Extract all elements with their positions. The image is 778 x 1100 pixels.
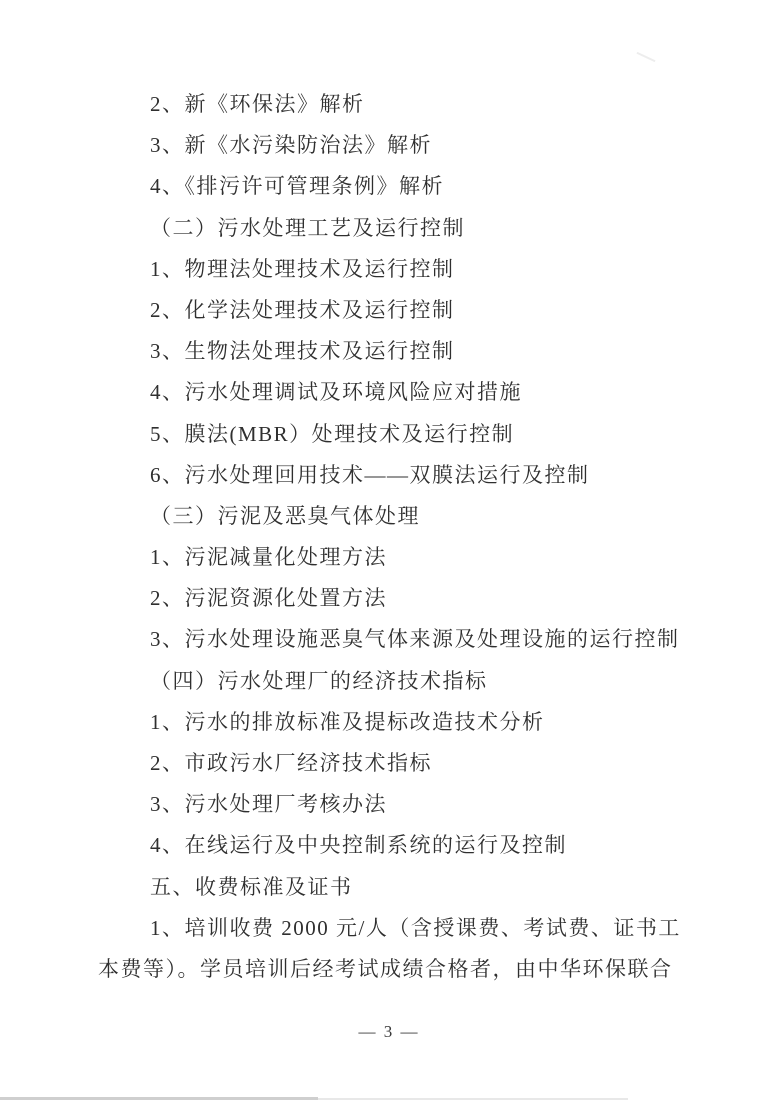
page-footer [0, 1020, 778, 1044]
document-body [98, 84, 688, 990]
page-number: — 3 — [358, 1022, 420, 1041]
text-line: （四）污水处理厂的经济技术指标 [150, 668, 488, 693]
text-line: 2、化学法处理技术及运行控制 [150, 297, 455, 322]
scan-smudge-artifact [637, 52, 656, 62]
text-line: （二）污水处理工艺及运行控制 [150, 215, 465, 240]
text-line: （三）污泥及恶臭气体处理 [150, 503, 420, 528]
text-line: 4、《排污许可管理条例》解析 [150, 174, 444, 199]
text-line: 5、膜法(MBR）处理技术及运行控制 [150, 421, 515, 446]
text-line: 6、污水处理回用技术——双膜法运行及控制 [150, 462, 590, 487]
text-line: 3、生物法处理技术及运行控制 [150, 339, 455, 364]
text-line: 五、收费标准及证书 [150, 874, 353, 899]
text-line: 1、物理法处理技术及运行控制 [150, 256, 455, 281]
text-line: 2、新《环保法》解析 [150, 92, 365, 116]
text-line: 3、污水处理设施恶臭气体来源及处理设施的运行控制 [150, 627, 680, 652]
text-line: 本费等）。学员培训后经考试成绩合格者，由中华环保联合 [98, 956, 673, 981]
text-line: 4、在线运行及中央控制系统的运行及控制 [150, 833, 567, 858]
text-line: 1、污水的排放标准及提标改造技术分析 [150, 709, 545, 734]
text-line: 3、新《水污染防治法》解析 [150, 133, 432, 158]
text-line: 1、污泥减量化处理方法 [150, 545, 387, 570]
text-line: 3、污水处理厂考核办法 [150, 792, 387, 817]
text-line: 2、市政污水厂经济技术指标 [150, 751, 432, 775]
text-line: 4、污水处理调试及环境风险应对措施 [150, 380, 522, 405]
text-line: 2、污泥资源化处置方法 [150, 586, 387, 611]
text-line: 1、培训收费 2000 元/人（含授课费、考试费、证书工 [150, 915, 681, 940]
